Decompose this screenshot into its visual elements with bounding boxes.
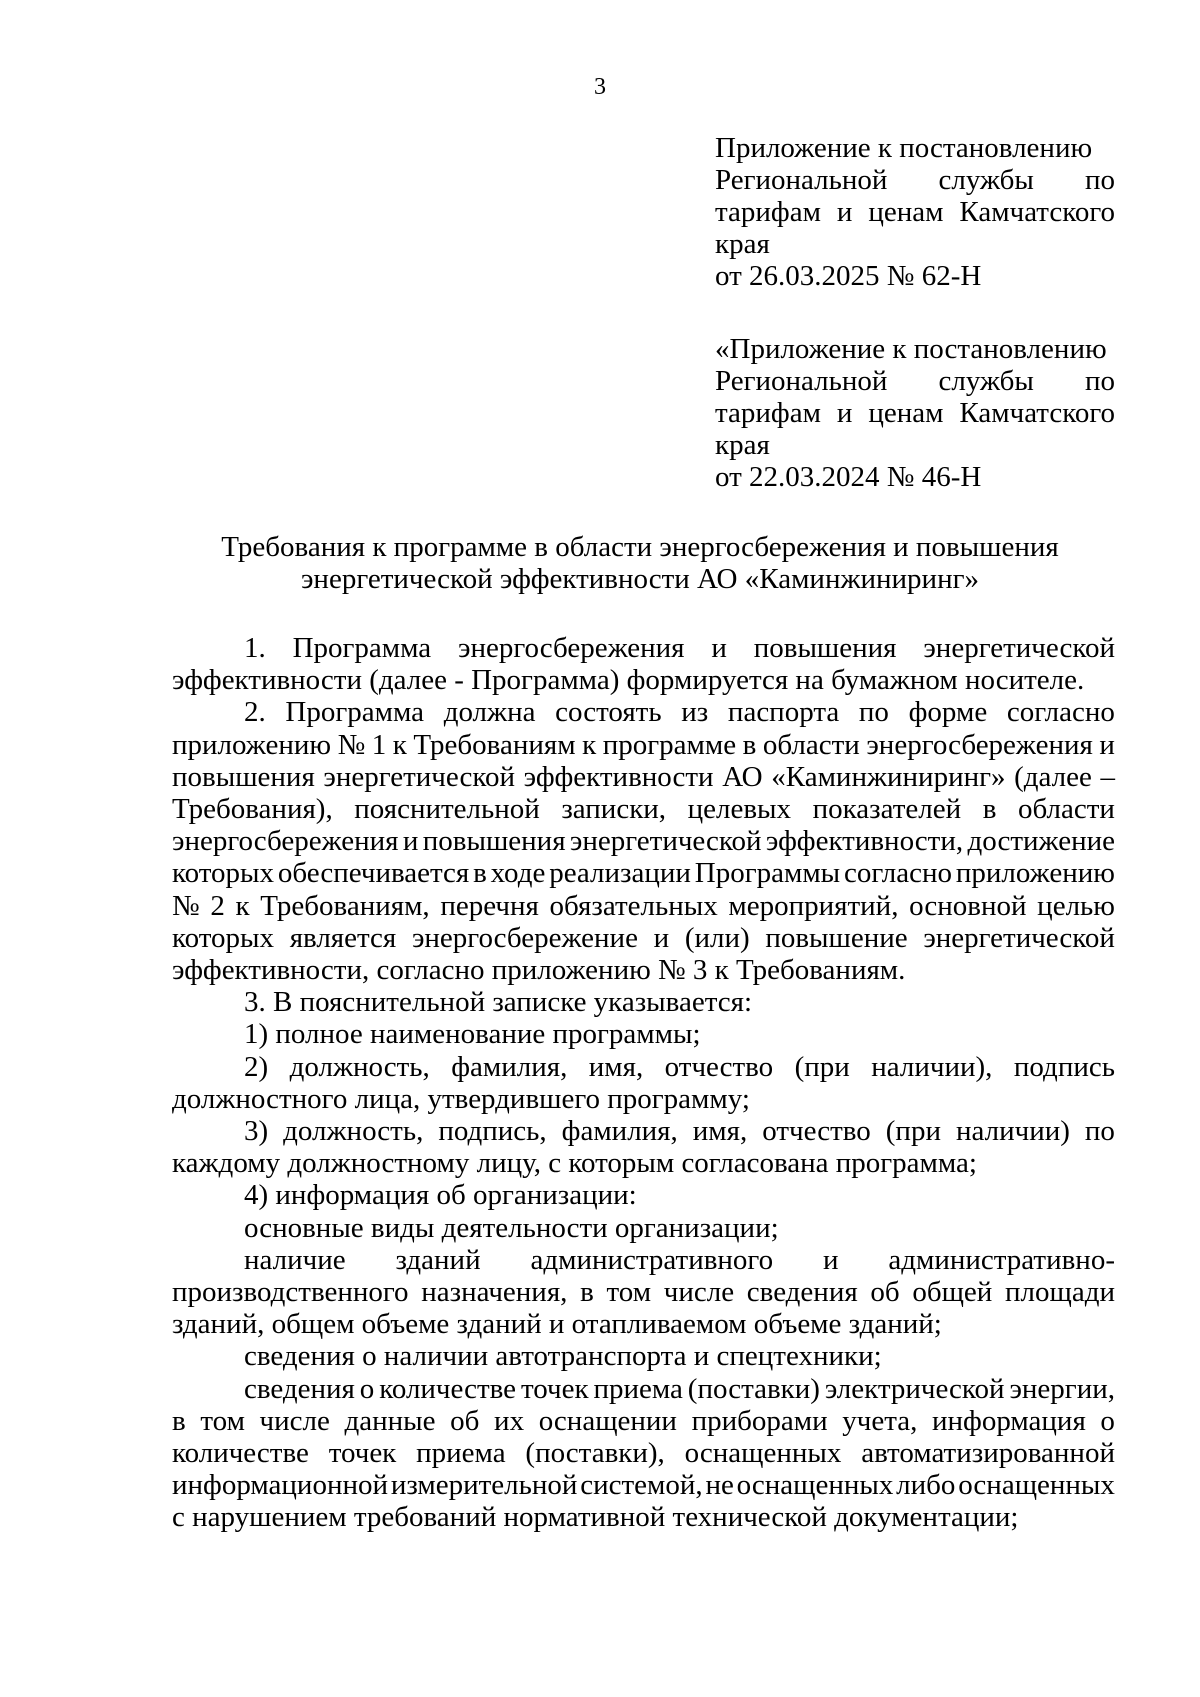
body-word: паспорта [727, 696, 840, 729]
body-line [172, 761, 1115, 793]
body-word: энергетической [323, 760, 515, 793]
body-word: энергетической [923, 921, 1115, 954]
appendix-line [715, 333, 1115, 365]
body-word: фамилия, [451, 1050, 568, 1083]
body-line [172, 793, 1115, 825]
body-word: энергетической [569, 825, 762, 858]
body-word: Требованиям [413, 728, 576, 761]
appendix-header-previous [715, 333, 1115, 493]
body-line: эффективности (далее - Программа) формируется на бумажном носителе. [172, 664, 1085, 697]
body-word: зданий [395, 1243, 481, 1276]
body-word: 2 [210, 889, 225, 922]
body-word: к [582, 728, 597, 761]
body-word: либо [896, 1469, 956, 1502]
body-word: наличии) [955, 1115, 1070, 1148]
body-word: отчество [762, 1115, 871, 1148]
body-word: эффективности [523, 760, 714, 793]
body-word: целевых [687, 793, 792, 826]
body-word: Программа [292, 632, 432, 664]
body-word: учета, [842, 1404, 918, 1437]
body-word: и [711, 632, 727, 664]
appendix-word: ценам [868, 397, 944, 429]
body-word: имя, [692, 1115, 748, 1148]
appendix-word: Камчатского [959, 196, 1115, 228]
appendix-word: по [1084, 365, 1115, 397]
body-word: АО [722, 760, 763, 793]
body-word: должность, [283, 1115, 424, 1148]
body-word: информационной [172, 1469, 389, 1502]
appendix-word: «Приложение к постановлению [715, 333, 1107, 365]
body-word: области [762, 728, 860, 761]
body-word: форме [908, 696, 988, 729]
appendix-word: Приложение к постановлению [715, 132, 1093, 164]
body-word: мероприятий, [728, 889, 899, 922]
body-word: должность, [289, 1050, 430, 1083]
body-word: в [580, 1276, 594, 1309]
body-line [172, 1276, 1115, 1308]
body-word: административного [530, 1243, 774, 1276]
body-word: оснащенных [958, 1469, 1115, 1502]
body-line: зданий, общем объеме зданий и отапливаемом объеме зданий; [172, 1308, 942, 1341]
body-word: (или) [684, 921, 750, 954]
body-line: основные виды деятельности организации; [244, 1211, 779, 1244]
body-word: общей [912, 1276, 993, 1309]
body-line [172, 1469, 1115, 1501]
appendix-line [715, 228, 1115, 260]
body-word: в [172, 1404, 186, 1437]
body-word: о [359, 1372, 375, 1405]
appendix-line [715, 461, 1115, 493]
body-line: 3. В пояснительной записке указывается: [244, 986, 752, 1019]
body-line [172, 1437, 1115, 1469]
body-word: пояснительной [354, 793, 540, 826]
body-word: ходе [490, 857, 546, 890]
body-word: числе [663, 1276, 735, 1309]
body-word: приема [593, 1372, 683, 1405]
body-word: том [606, 1276, 652, 1309]
body-word: по [858, 696, 889, 729]
body-line [172, 890, 1115, 922]
body-word: имя, [588, 1050, 644, 1083]
body-word: об [870, 1276, 900, 1309]
body-word: (далее [1014, 760, 1092, 793]
body-word: площади [1005, 1276, 1115, 1309]
body-word: является [289, 921, 397, 954]
body-word: наличии), [871, 1050, 993, 1083]
body-word: в [982, 793, 997, 826]
body-line [172, 1115, 1115, 1147]
body-line [172, 696, 1115, 728]
body-word: оснащенных [684, 1437, 842, 1470]
body-word: энергосбережения [866, 728, 1093, 761]
body-word: фамилия, [561, 1115, 678, 1148]
appendix-word: службы [938, 164, 1034, 196]
appendix-word: Камчатского [959, 397, 1115, 429]
body-line: 4) информация об организации: [244, 1179, 637, 1212]
body-word: состоять [555, 696, 662, 729]
body-word: в [473, 857, 487, 890]
appendix-word: службы [938, 365, 1034, 397]
body-line: сведения о наличии автотранспорта и спецтехники; [244, 1340, 882, 1373]
body-line [172, 825, 1115, 857]
body-word: производственного [172, 1276, 409, 1309]
body-word: не [705, 1469, 734, 1502]
body-line: каждому должностному лицу, с которым согласована программа; [172, 1147, 977, 1180]
body-word: приложению [172, 728, 332, 761]
body-word: числе [259, 1404, 330, 1437]
body-word: и [653, 921, 670, 954]
body-word: должна [443, 696, 536, 729]
body-word: № [337, 728, 366, 761]
body-word: их [494, 1404, 525, 1437]
body-line [172, 632, 1115, 664]
appendix-line [715, 260, 1115, 292]
page-number: 3 [594, 74, 606, 100]
body-word: к [235, 889, 250, 922]
body-word: 1 [371, 728, 387, 761]
body-word: назначения, [421, 1276, 568, 1309]
body-word: автоматизированной [861, 1437, 1115, 1470]
body-word: (поставки) [687, 1372, 820, 1405]
body-word: Программа [285, 696, 425, 729]
body-word: записки, [561, 793, 667, 826]
body-word: 3) [244, 1115, 269, 1148]
appendix-word: края [715, 429, 770, 461]
body-word: об [450, 1404, 480, 1437]
body-word: которых [172, 857, 275, 890]
document-body [172, 632, 1115, 1534]
body-word: электрической [824, 1372, 1005, 1405]
appendix-line [715, 164, 1115, 196]
body-word: количестве [172, 1437, 309, 1470]
body-line: с нарушением требований нормативной технической документации; [172, 1501, 1019, 1534]
body-word: повышение [765, 921, 908, 954]
body-word: приложению [955, 857, 1115, 890]
body-word: области [1017, 793, 1115, 826]
body-word: энергосбережения [458, 632, 685, 664]
appendix-line [715, 132, 1115, 164]
appendix-word: Региональной [715, 164, 888, 196]
appendix-word: от 26.03.2025 № 62-Н [715, 260, 982, 292]
body-word: приема [416, 1437, 506, 1470]
body-line [172, 922, 1115, 954]
body-word: том [200, 1404, 245, 1437]
body-word: подпись [1013, 1050, 1115, 1083]
body-word: данные [344, 1404, 436, 1437]
body-word: 1. [244, 632, 266, 664]
body-word: приборами [691, 1404, 828, 1437]
body-word: которых [172, 921, 275, 954]
body-word: обеспечивается [277, 857, 470, 890]
body-line [172, 1405, 1115, 1437]
appendix-word: и [836, 397, 853, 429]
body-word: и [402, 825, 419, 858]
body-word: из [681, 696, 709, 729]
appendix-line [715, 196, 1115, 228]
body-word: повышения [172, 760, 315, 793]
body-word: количестве [379, 1372, 517, 1405]
body-word: энергосбережения [172, 825, 399, 858]
body-line [172, 729, 1115, 761]
body-word: согласно [1006, 696, 1115, 729]
appendix-word: тарифам [715, 196, 821, 228]
body-word: (при [794, 1050, 850, 1083]
body-word: основной [909, 889, 1027, 922]
appendix-header-current [715, 132, 1115, 292]
body-word: Программы [694, 857, 841, 890]
document-title [160, 531, 1120, 595]
body-word: измерительной [390, 1469, 578, 1502]
body-word: о [1100, 1404, 1115, 1437]
appendix-word: ценам [868, 196, 944, 228]
body-word: и [1099, 728, 1115, 761]
body-word: по [1084, 1115, 1115, 1148]
body-word: энергосбережение [411, 921, 638, 954]
appendix-line [715, 429, 1115, 461]
body-word: 2) [244, 1050, 269, 1083]
body-line: 1) полное наименование программы; [244, 1018, 701, 1051]
body-word: оснащенных [736, 1469, 894, 1502]
appendix-word: и [836, 196, 853, 228]
body-word: наличие [244, 1243, 346, 1276]
appendix-word: от 22.03.2024 № 46-Н [715, 461, 982, 493]
body-line: должностного лица, утвердившего программу; [172, 1082, 750, 1115]
body-line [172, 1051, 1115, 1083]
body-word: повышения [422, 825, 566, 858]
body-word: достижение [967, 825, 1115, 858]
title-line: энергетической эффективности АО «Каминжиниринг» [300, 563, 979, 595]
body-word: согласно [844, 857, 953, 890]
body-word: административно- [888, 1243, 1115, 1276]
body-line: эффективности, согласно приложению № 3 к Требованиям. [172, 954, 906, 987]
body-word: точек [328, 1437, 397, 1470]
body-word: точек [520, 1372, 589, 1405]
appendix-line [715, 397, 1115, 429]
body-word: подпись, [438, 1115, 547, 1148]
body-word: перечня [440, 889, 539, 922]
body-word: программе [602, 728, 737, 761]
appendix-word: по [1084, 164, 1115, 196]
body-word: отчество [664, 1050, 774, 1083]
appendix-word: Региональной [715, 365, 888, 397]
body-word: сведения [244, 1372, 355, 1405]
body-word: сведения [746, 1276, 858, 1309]
body-word: эффективности, [765, 825, 964, 858]
body-word: к [392, 728, 407, 761]
body-word: (при [885, 1115, 941, 1148]
body-line [172, 857, 1115, 889]
body-word: в [742, 728, 757, 761]
body-word: показателей [812, 793, 962, 826]
body-word: системой, [580, 1469, 703, 1502]
body-word: обязательных [549, 889, 718, 922]
body-word: повышения [753, 632, 897, 664]
body-word: реализации [549, 857, 691, 890]
body-word: целью [1037, 889, 1115, 922]
body-word: оснащении [538, 1404, 677, 1437]
title-line: Требования к программе в области энергосбережения и повышения [221, 531, 1059, 563]
appendix-word: края [715, 228, 770, 260]
body-word: (поставки), [525, 1437, 665, 1470]
body-line [172, 1244, 1115, 1276]
body-word: «Каминжиниринг» [771, 760, 1006, 793]
body-word: информация [931, 1404, 1086, 1437]
body-word: энергии, [1009, 1372, 1115, 1405]
body-line [172, 1373, 1115, 1405]
appendix-word: тарифам [715, 397, 821, 429]
body-word: и [822, 1243, 839, 1276]
body-word: 2. [244, 696, 266, 729]
body-word: Требования), [172, 793, 333, 826]
appendix-line [715, 365, 1115, 397]
body-word: – [1100, 760, 1115, 793]
body-word: энергетической [923, 632, 1115, 664]
body-word: Требованиям, [260, 889, 430, 922]
body-word: № [172, 889, 200, 922]
